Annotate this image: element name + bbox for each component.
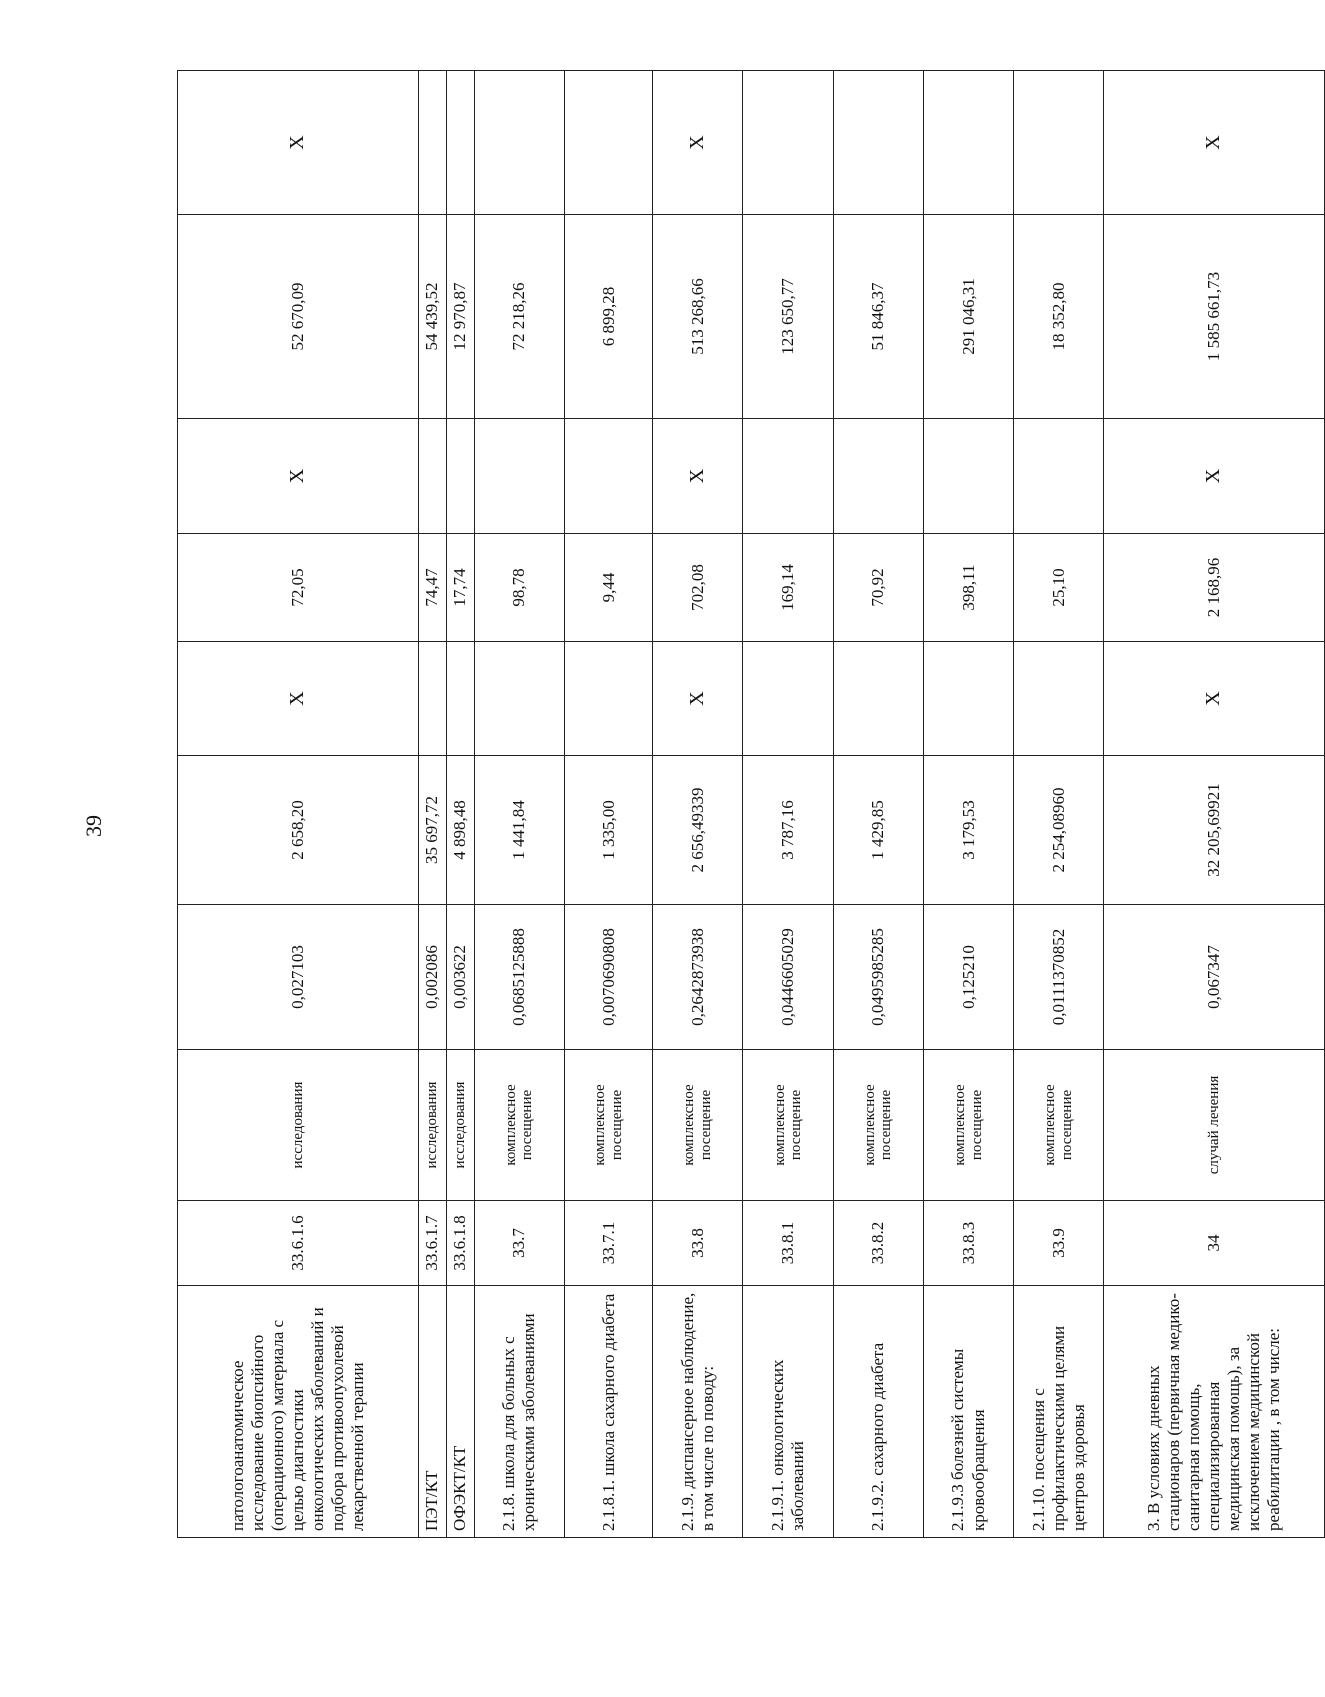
row-subsidy-1 — [1014, 642, 1104, 756]
row-subsidy-1 — [474, 642, 564, 756]
row-per-capita-1: 74,47 — [418, 534, 446, 642]
row-per-capita-2: 18 352,80 — [1014, 215, 1104, 419]
row-per-capita-1: 2 168,96 — [1104, 534, 1325, 642]
row-name: ОФЭКТ/КТ — [446, 1286, 474, 1538]
row-per-capita-2: 1 585 661,73 — [1104, 215, 1325, 419]
row-per-capita-2: 513 268,66 — [653, 215, 743, 419]
row-subsidy-3 — [446, 71, 474, 215]
row-subsidy-3: X — [653, 71, 743, 215]
rotated-table-wrapper — [177, 71, 1325, 1538]
row-norm: 0,0070690808 — [564, 905, 652, 1050]
row-per-capita-2: 54 439,52 — [418, 215, 446, 419]
row-norm: 0,125210 — [923, 905, 1013, 1050]
row-subsidy-2: X — [1104, 419, 1325, 534]
row-code: 33.6.1.6 — [178, 1201, 419, 1286]
row-subsidy-2 — [418, 419, 446, 534]
row-subsidy-1: X — [178, 642, 419, 756]
row-name: 2.1.9. диспансерное наблюдение, в том числе по поводу: — [653, 1286, 743, 1538]
table-row — [923, 71, 1013, 1538]
row-code: 33.8.2 — [833, 1201, 923, 1286]
row-unit: комплексное посещение — [923, 1050, 1013, 1201]
table-row — [833, 71, 923, 1538]
row-unit: комплексное посещение — [474, 1050, 564, 1201]
row-subsidy-3 — [418, 71, 446, 215]
row-subsidy-2: X — [653, 419, 743, 534]
row-code: 33.7.1 — [564, 1201, 652, 1286]
table-row — [1014, 71, 1104, 1538]
row-cost: 3 179,53 — [923, 756, 1013, 905]
row-norm: 0,027103 — [178, 905, 419, 1050]
row-name: 2.1.8. школа для больных с хроническими заболеваниями — [474, 1286, 564, 1538]
row-per-capita-1: 70,92 — [833, 534, 923, 642]
row-subsidy-1 — [833, 642, 923, 756]
row-subsidy-2 — [923, 419, 1013, 534]
row-subsidy-2 — [1014, 419, 1104, 534]
row-cost: 2 656,49339 — [653, 756, 743, 905]
row-norm: 0,0446605029 — [743, 905, 833, 1050]
row-per-capita-1: 17,74 — [446, 534, 474, 642]
row-subsidy-1 — [743, 642, 833, 756]
row-subsidy-3 — [833, 71, 923, 215]
row-name: 2.1.8.1. школа сахарного диабета — [564, 1286, 652, 1538]
row-per-capita-1: 25,10 — [1014, 534, 1104, 642]
row-cost: 2 254,08960 — [1014, 756, 1104, 905]
table-row — [418, 71, 446, 1538]
row-subsidy-3 — [1014, 71, 1104, 215]
data-table — [177, 70, 1325, 1538]
row-unit: комплексное посещение — [833, 1050, 923, 1201]
row-cost: 1 441,84 — [474, 756, 564, 905]
row-subsidy-3: X — [178, 71, 419, 215]
row-code: 33.6.1.7 — [418, 1201, 446, 1286]
row-code: 33.9 — [1014, 1201, 1104, 1286]
table-row — [653, 71, 743, 1538]
row-per-capita-2: 12 970,87 — [446, 215, 474, 419]
row-per-capita-2: 291 046,31 — [923, 215, 1013, 419]
row-subsidy-3 — [474, 71, 564, 215]
row-name: 2.1.9.3 болезней системы кровообращения — [923, 1286, 1013, 1538]
row-subsidy-2 — [474, 419, 564, 534]
row-per-capita-1: 702,08 — [653, 534, 743, 642]
row-per-capita-2: 123 650,77 — [743, 215, 833, 419]
row-cost: 3 787,16 — [743, 756, 833, 905]
row-code: 33.6.1.8 — [446, 1201, 474, 1286]
row-cost: 4 898,48 — [446, 756, 474, 905]
table-row — [178, 71, 419, 1538]
row-unit: комплексное посещение — [743, 1050, 833, 1201]
table-row — [564, 71, 652, 1538]
row-per-capita-1: 72,05 — [178, 534, 419, 642]
row-unit: исследования — [178, 1050, 419, 1201]
row-name: 2.1.9.2. сахарного диабета — [833, 1286, 923, 1538]
row-unit: исследования — [418, 1050, 446, 1201]
row-code: 34 — [1104, 1201, 1325, 1286]
row-subsidy-2 — [743, 419, 833, 534]
row-per-capita-2: 52 670,09 — [178, 215, 419, 419]
table-row — [743, 71, 833, 1538]
row-subsidy-2 — [564, 419, 652, 534]
row-norm: 0,003622 — [446, 905, 474, 1050]
row-per-capita-2: 51 846,37 — [833, 215, 923, 419]
row-name: 2.1.10. посещения с профилактическими целями центров здоровья — [1014, 1286, 1104, 1538]
row-subsidy-2 — [833, 419, 923, 534]
row-code: 33.8.3 — [923, 1201, 1013, 1286]
row-name: ПЭТ/КТ — [418, 1286, 446, 1538]
table-row — [446, 71, 474, 1538]
row-unit: комплексное посещение — [653, 1050, 743, 1201]
row-per-capita-1: 9,44 — [564, 534, 652, 642]
row-subsidy-3 — [923, 71, 1013, 215]
row-per-capita-2: 6 899,28 — [564, 215, 652, 419]
row-subsidy-1 — [446, 642, 474, 756]
row-norm: 0,002086 — [418, 905, 446, 1050]
row-unit: комплексное посещение — [564, 1050, 652, 1201]
row-name: патологоанатомическое исследование биопсийного (операционного) материала с целью диагностики онкологических заболеваний и подбора противоопухолевой лекарственной терапии — [178, 1286, 419, 1538]
row-subsidy-1: X — [653, 642, 743, 756]
row-subsidy-3 — [743, 71, 833, 215]
row-cost: 35 697,72 — [418, 756, 446, 905]
row-code: 33.7 — [474, 1201, 564, 1286]
row-subsidy-2 — [446, 419, 474, 534]
row-per-capita-1: 98,78 — [474, 534, 564, 642]
row-subsidy-1 — [564, 642, 652, 756]
row-code: 33.8.1 — [743, 1201, 833, 1286]
row-unit: исследования — [446, 1050, 474, 1201]
page-number: 39 — [81, 815, 106, 837]
row-name: 2.1.9.1. онкологических заболеваний — [743, 1286, 833, 1538]
row-subsidy-2: X — [178, 419, 419, 534]
row-norm: 0,0111370852 — [1014, 905, 1104, 1050]
row-subsidy-1 — [418, 642, 446, 756]
table-row — [1104, 71, 1325, 1538]
row-per-capita-2: 72 218,26 — [474, 215, 564, 419]
row-subsidy-3: X — [1104, 71, 1325, 215]
row-per-capita-1: 169,14 — [743, 534, 833, 642]
row-norm: 0,2642873938 — [653, 905, 743, 1050]
table-row — [474, 71, 564, 1538]
row-cost: 1 335,00 — [564, 756, 652, 905]
row-subsidy-3 — [564, 71, 652, 215]
row-norm: 0,067347 — [1104, 905, 1325, 1050]
row-name: 3. В условиях дневных стационаров (первичная медико-санитарная помощь, специализированная медицинская помощь), за исключением медицинской реабилитации , в том числе: — [1104, 1286, 1325, 1538]
row-unit: комплексное посещение — [1014, 1050, 1104, 1201]
row-subsidy-1: X — [1104, 642, 1325, 756]
row-norm: 0,0495985285 — [833, 905, 923, 1050]
row-norm: 0,0685125888 — [474, 905, 564, 1050]
row-cost: 1 429,85 — [833, 756, 923, 905]
row-per-capita-1: 398,11 — [923, 534, 1013, 642]
row-cost: 32 205,69921 — [1104, 756, 1325, 905]
row-subsidy-1 — [923, 642, 1013, 756]
row-code: 33.8 — [653, 1201, 743, 1286]
row-cost: 2 658,20 — [178, 756, 419, 905]
row-unit: случай лечения — [1104, 1050, 1325, 1201]
